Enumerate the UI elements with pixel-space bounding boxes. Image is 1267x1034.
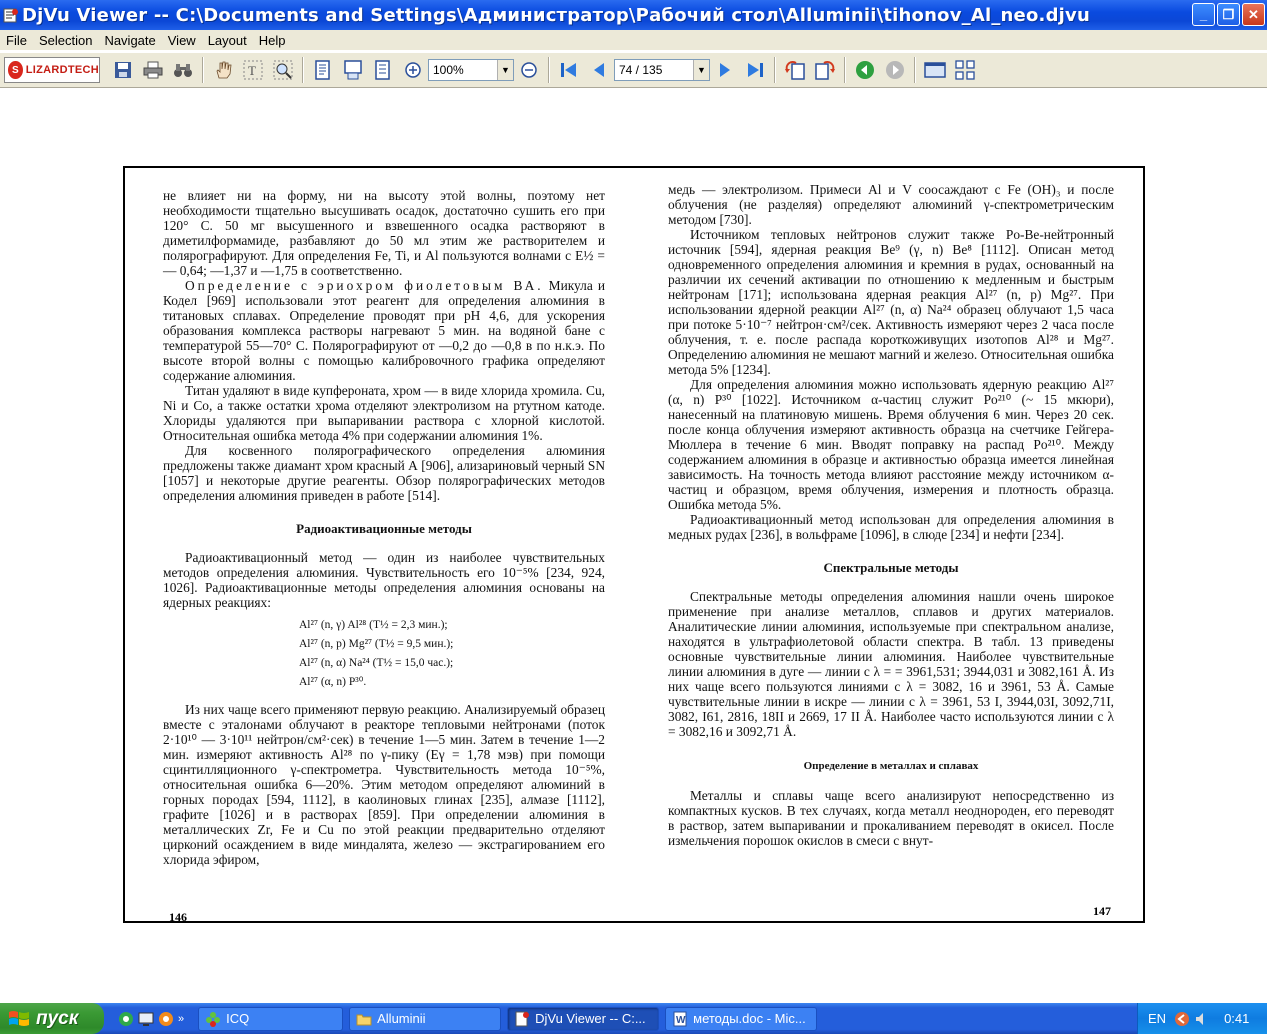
desktop-quicklaunch-icon[interactable]: [138, 1011, 154, 1027]
word-document-icon: [672, 1011, 688, 1027]
document-viewport[interactable]: [0, 89, 1267, 999]
paragraph-body: Микула и Кодел [969] использовали этот реагент для определения алюминия в титановых сплавах. Определение проводят при pH 4,6, для ускорения образования комплекса растворы нагревают 5 мин. на водяной бане с температурой 55—70° С. Полярографируют от —0,2 до —0,8 в по н.к.э. По высоте второй волны с помощью калибровочного графика определяют содержание алюминия.: [163, 278, 606, 383]
svg-text:W: W: [676, 1014, 686, 1026]
fullscreen-button[interactable]: [922, 57, 948, 83]
paragraph: Спектральные методы определения алюминия нашли очень широкое применение при анализе металлов, сплавов и других материалов. Аналитические линии алюминия, используемые при спектральном анализе, находятся в ультрафиолетовой области спектра. В табл. 13 приведены основные чувствительные линии алюминия. Наиболее чувствительные линии алюминия в дуге — линии с λ = = 3961,531; 3944,031 и 3082,161 Å. Из них чаще всего пользуются линиями с λ = 3082, 16 и 3961, 53 Å. Самые чувствительные линии в искре — линии с λ = 3961, 53 I, 3944,03I, 3092,71I, 3082, I61, 2816, 18II и 2669, 17 II Å. Наиболее часто используются линии с λ = 3082,16 и 3092,71 Å.: [668, 589, 1114, 739]
task-alluminii-folder[interactable]: [349, 1007, 501, 1031]
last-page-icon: [745, 61, 765, 79]
lizardtech-logo-text: LIZARDTECH: [25, 64, 99, 76]
continuous-page-button[interactable]: [340, 57, 366, 83]
next-page-button[interactable]: [712, 57, 738, 83]
reaction-item: Al²⁷ (n, γ) Al²⁸ (T½ = 2,3 мин.);: [299, 619, 448, 631]
toolbar-separator: [548, 57, 550, 83]
toolbar-separator: [774, 57, 776, 83]
window-title: DjVu Viewer -- C:\Documents and Settings\Администратор\Рабочий стол\Alluminii\tihonov_Al_neo.djvu: [22, 4, 1090, 26]
thumbnails-icon: [955, 60, 975, 80]
save-button[interactable]: [110, 57, 136, 83]
paragraph: не влияет ни на форму, ни на высоту этой волны, поэтому нет необходимости тщательно высушивать осадок, достаточно сушить его при 120° С. 50 мг высушенного и взвешенного осадка растворяют в диметилформамиде, разбавляют до 50 мл этим же растворителем и полярографируют. Для определения Fe, Ti, и Al пользуются волнами с E½ = — 0,64; —1,37 и —1,75 в соответственно.: [163, 188, 605, 278]
zoom-value: 100%: [433, 63, 464, 77]
close-button[interactable]: ✕: [1242, 3, 1265, 26]
title-bar[interactable]: [0, 0, 1267, 30]
svg-text:T: T: [248, 63, 256, 78]
zoom-select-button[interactable]: [270, 57, 296, 83]
text-select-icon: [243, 60, 263, 80]
icq-quicklaunch-icon[interactable]: [118, 1011, 134, 1027]
start-label: пуск: [36, 1007, 79, 1029]
page-value: 74 / 135: [619, 63, 663, 77]
floppy-icon: [114, 61, 132, 79]
rotate-left-icon: [784, 60, 806, 80]
task-djvu-viewer[interactable]: [507, 1007, 659, 1031]
prev-page-button[interactable]: [586, 57, 612, 83]
page-combo[interactable]: [614, 59, 710, 81]
arrow-right-icon: [716, 61, 734, 79]
toolbar: [0, 52, 1267, 88]
back-button[interactable]: [852, 57, 878, 83]
paragraph-lead: Определение с эриохром фиолетовым ВА.: [185, 278, 544, 293]
last-page-button[interactable]: [742, 57, 768, 83]
paragraph: Радиоактивационный метод использован для определения алюминия в медных рудах [236], в вольфраме [1096], в слюде [234] и нефти [234].: [668, 512, 1114, 542]
first-page-icon: [559, 61, 579, 79]
tray-arrow-icon[interactable]: [1174, 1011, 1190, 1027]
continuous-page-icon: [343, 60, 363, 80]
rotate-right-icon: [814, 60, 836, 80]
paragraph: [163, 278, 605, 383]
lizardtech-logo[interactable]: [4, 57, 100, 83]
start-button[interactable]: [0, 1003, 104, 1034]
browser-quicklaunch-icon[interactable]: [158, 1011, 174, 1027]
section-heading: Радиоактивационные методы: [296, 521, 472, 536]
task-label: DjVu Viewer -- C:...: [535, 1011, 646, 1026]
single-page-button[interactable]: [310, 57, 336, 83]
task-label: методы.doc - Mic...: [693, 1011, 806, 1026]
task-word-document[interactable]: [665, 1007, 817, 1031]
forward-button[interactable]: [882, 57, 908, 83]
zoom-out-icon: [520, 61, 538, 79]
paragraph: Радиоактивационный метод — один из наиболее чувствительных методов определения алюминия. Чувствительность его 10⁻⁵% [234, 924, 1026]. Радиоактивационные методы определения алюминия основаны на ядерных реакциях:: [163, 550, 605, 610]
printer-icon: [143, 61, 163, 79]
clock[interactable]: 0:41: [1224, 1011, 1250, 1026]
menu-view[interactable]: View: [167, 32, 196, 48]
paragraph: медь — электролизом. Примеси Al и V соосаждают с Fe (OH)₃ и после облучения (не разделяя) определяют алюминий γ-спектрометрическим методом [730].: [668, 182, 1114, 227]
paragraph: Для определения алюминия можно использовать ядерную реакцию Al²⁷ (α, n) P³⁰ [1022]. Источником α-частиц служит Po²¹⁰ (~ 15 мкюри), нанесенный на платиновую мишень. Время облучения 6 мин. Через 20 сек. после конца облучения измеряют активность образца на счетчике Гейгера-Мюллера в течение 6 мин. Вводят поправку на распад Po²¹⁰. Между содержанием алюминия в образце и активностью образца имеется линейная зависимость. На точность метода влияют расстояние между источником α-частиц и образцом, время облучения, измерения и плотность образца. Ошибка метода 5%.: [668, 377, 1114, 512]
page-number-left: 146: [169, 910, 187, 924]
forward-circle-icon: [885, 60, 905, 80]
binoculars-icon: [173, 61, 193, 79]
menu-navigate[interactable]: Navigate: [104, 32, 156, 48]
section-heading: Спектральные методы: [823, 560, 959, 575]
chevron-right-icon[interactable]: »: [178, 1012, 185, 1025]
arrow-left-icon: [590, 61, 608, 79]
chevron-down-icon[interactable]: ▼: [693, 60, 709, 80]
thumbnails-button[interactable]: [952, 57, 978, 83]
task-label: Alluminii: [377, 1011, 426, 1026]
icq-flower-icon: [205, 1011, 221, 1027]
text-select-button[interactable]: [240, 57, 266, 83]
back-circle-icon: [855, 60, 875, 80]
system-tray: [1137, 1003, 1267, 1034]
first-page-button[interactable]: [556, 57, 582, 83]
djvu-document-icon: [514, 1011, 530, 1027]
language-indicator[interactable]: EN: [1148, 1011, 1167, 1026]
folder-icon: [356, 1011, 372, 1027]
facing-page-icon: [374, 60, 392, 80]
zoom-area-icon: [273, 60, 293, 80]
left-page-text: [163, 188, 605, 867]
minimize-button[interactable]: _: [1192, 3, 1215, 26]
fullscreen-icon: [924, 61, 946, 79]
zoom-out-button[interactable]: [516, 57, 542, 83]
facing-page-button[interactable]: [370, 57, 396, 83]
menu-file[interactable]: File: [6, 32, 27, 48]
paragraph: Для косвенного полярографического определения алюминия предложены также диамант хром красный А [906], ализариновый черный SN [1057] и некоторые другие реагенты. Обзор полярографических методов определения алюминия приведен в работе [514].: [163, 443, 605, 503]
djvu-app-icon: [3, 7, 19, 23]
menu-help[interactable]: Help: [258, 32, 286, 48]
menu-layout[interactable]: Layout: [207, 32, 247, 48]
toolbar-separator: [202, 57, 204, 83]
zoom-in-icon: [404, 61, 422, 79]
document-page-spread: [123, 166, 1145, 923]
paragraph: Из них чаще всего применяют первую реакцию. Анализируемый образец вместе с эталонами облучают в реакторе тепловыми нейтронами (поток 2·10¹⁰ — 3·10¹¹ нейтрон/см²·сек) в течение 1—5 мин. Затем в течение 1—2 мин. измеряют активность Al²⁸ по γ-пику (Eγ = 1,78 мэв) при помощи сцинтилляционного γ-спектрометра. Чувствительность метода 10⁻⁵%, относительная ошибка 6—20%. Этим методом определяют алюминий в горных породах [594, 1112], в каолиновых глинах [235], алмазе [1112], графите [1026] и в растворах [859]. При определении алюминия в металлических Zr, Fe и Cu по этой реакции предварительно отделяют цирконий осаждением в виде миндалята, железо — экстрагированием его хлорида эфиром,: [163, 702, 605, 867]
paragraph: Металлы и сплавы чаще всего анализируют непосредственно из компактных кусков. В тех случаях, когда металл неоднороден, его переводят в раствор, затем выпаривании и прокаливанием переводят в окисел. После измельчения порошок окислов в смеси с внут-: [668, 788, 1114, 848]
subsection-heading: Определение в металлах и сплавах: [803, 760, 979, 772]
reaction-item: Al²⁷ (α, n) P³⁰.: [299, 676, 367, 688]
right-page-text: [668, 182, 1114, 848]
lizardtech-logo-icon: S: [8, 61, 23, 79]
page-number-right: 147: [1093, 904, 1111, 918]
print-button[interactable]: [140, 57, 166, 83]
speaker-icon[interactable]: [1194, 1011, 1210, 1027]
reaction-item: Al²⁷ (n, α) Na²⁴ (T½ = 15,0 час.);: [299, 657, 454, 669]
menu-selection[interactable]: Selection: [38, 32, 93, 48]
rotate-right-button[interactable]: [812, 57, 838, 83]
chevron-down-icon[interactable]: ▼: [497, 60, 513, 80]
quick-launch: [118, 1011, 184, 1027]
zoom-in-button[interactable]: [400, 57, 426, 83]
windows-flag-icon: [8, 1009, 30, 1029]
hand-icon: [213, 60, 233, 80]
paragraph: Титан удаляют в виде купфероната, хром — в виде хлорида хромила. Cu, Ni и Co, а также остатки хрома отделяют электролизом на ртутном катоде. Хлориды удаляются при выпаривании раствора с хлорной кислотой. Относительная ошибка метода 4% при содержании алюминия 1%.: [163, 383, 605, 443]
find-button[interactable]: [170, 57, 196, 83]
toolbar-separator: [914, 57, 916, 83]
task-label: ICQ: [226, 1011, 250, 1026]
maximize-button[interactable]: ❐: [1217, 3, 1240, 26]
paragraph: Источником тепловых нейтронов служит также Po-Be-нейтронный источник [594], ядерная реакция Be⁹ (γ, n) Be⁸ [1112]. Описан метод одновременного определения алюминия и кремния в рудах, основанный на различии их сечений активации по отношению к медленным и быстрым нейтронам [171]; использована ядерная реакция Al²⁷ (n, p) Mg²⁷. При использовании ядерной реакции Al²⁷ (n, α) Na²⁴ образец облучают 1,5 часа при потоке 5·10⁻⁷ нейтрон·см²/сек. Активность измеряют через 2 часа после облучения, т. е. после распада короткоживущих изотопов Al²⁸ и Mg²⁷. Определению алюминия не мешают магний и железо. Относительная ошибка метода 5% [1234].: [668, 227, 1114, 377]
task-icq[interactable]: [198, 1007, 343, 1031]
pan-tool-button[interactable]: [210, 57, 236, 83]
rotate-left-button[interactable]: [782, 57, 808, 83]
toolbar-separator: [302, 57, 304, 83]
single-page-icon: [314, 60, 332, 80]
reaction-item: Al²⁷ (n, p) Mg²⁷ (T½ = 9,5 мин.);: [299, 638, 454, 650]
menu-bar: [0, 30, 1267, 50]
reaction-list: [299, 616, 605, 692]
taskbar: [0, 1003, 1267, 1034]
toolbar-separator: [844, 57, 846, 83]
zoom-combo[interactable]: [428, 59, 514, 81]
